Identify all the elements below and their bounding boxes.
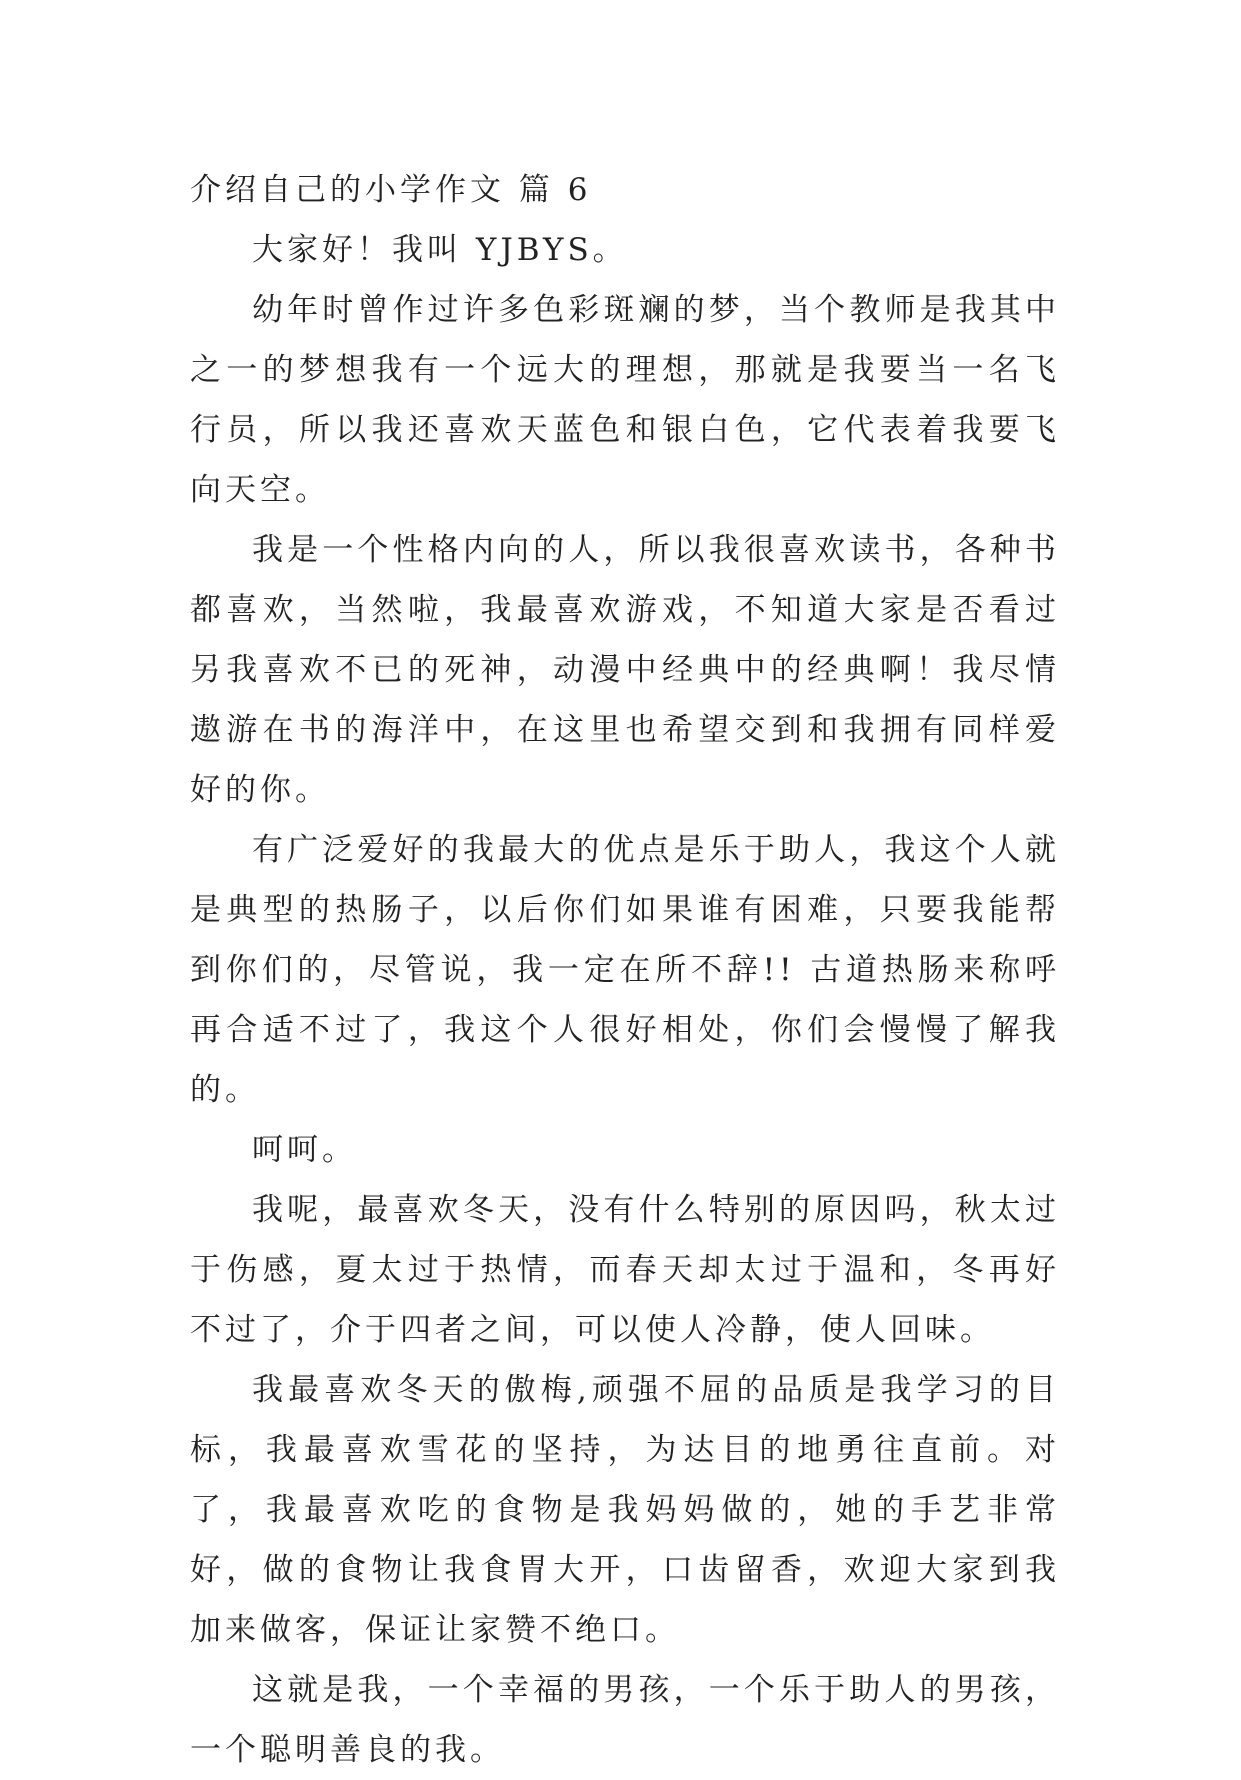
paragraph-helpful: 有广泛爱好的我最大的优点是乐于助人，我这个人就是典型的热肠子，以后你们如果谁有困难，只要我能帮到你们的，尽管说，我一定在所不辞!! 古道热肠来称呼再合适不过了，我这个人很好相处，你们会慢慢了解我的。 — [190, 832, 1060, 1108]
paragraph-hehe: 呵呵。 — [252, 1132, 357, 1168]
paragraph-conclusion: 这就是我，一个幸福的男孩，一个乐于助人的男孩，一个聪明善良的我。 — [190, 1672, 1060, 1768]
paragraph-winter: 我呢，最喜欢冬天，没有什么特别的原因吗，秋太过于伤感，夏太过于热情，而春天却太过于温和，冬再好不过了，介于四者之间，可以使人冷静，使人回味。 — [190, 1192, 1060, 1348]
essay-title: 介绍自己的小学作文 篇 6 — [190, 172, 592, 208]
paragraph-greeting: 大家好！我叫 YJBYS。 — [252, 232, 628, 268]
paragraph-plum-food: 我最喜欢冬天的傲梅,顽强不屈的品质是我学习的目标，我最喜欢雪花的坚持，为达目的地勇往直前。对了，我最喜欢吃的食物是我妈妈做的，她的手艺非常好，做的食物让我食胃大开，口齿留香，欢迎大家到我加来做客，保证让家赞不绝口。 — [190, 1372, 1060, 1648]
paragraph-personality: 我是一个性格内向的人，所以我很喜欢读书，各种书都喜欢，当然啦，我最喜欢游戏，不知道大家是否看过另我喜欢不已的死神，动漫中经典中的经典啊！我尽情遨游在书的海洋中，在这里也希望交到和我拥有同样爱好的你。 — [190, 532, 1060, 808]
paragraph-dream: 幼年时曾作过许多色彩斑斓的梦，当个教师是我其中之一的梦想我有一个远大的理想，那就是我要当一名飞行员，所以我还喜欢天蓝色和银白色，它代表着我要飞向天空。 — [190, 292, 1060, 508]
document-body — [190, 160, 1060, 1780]
